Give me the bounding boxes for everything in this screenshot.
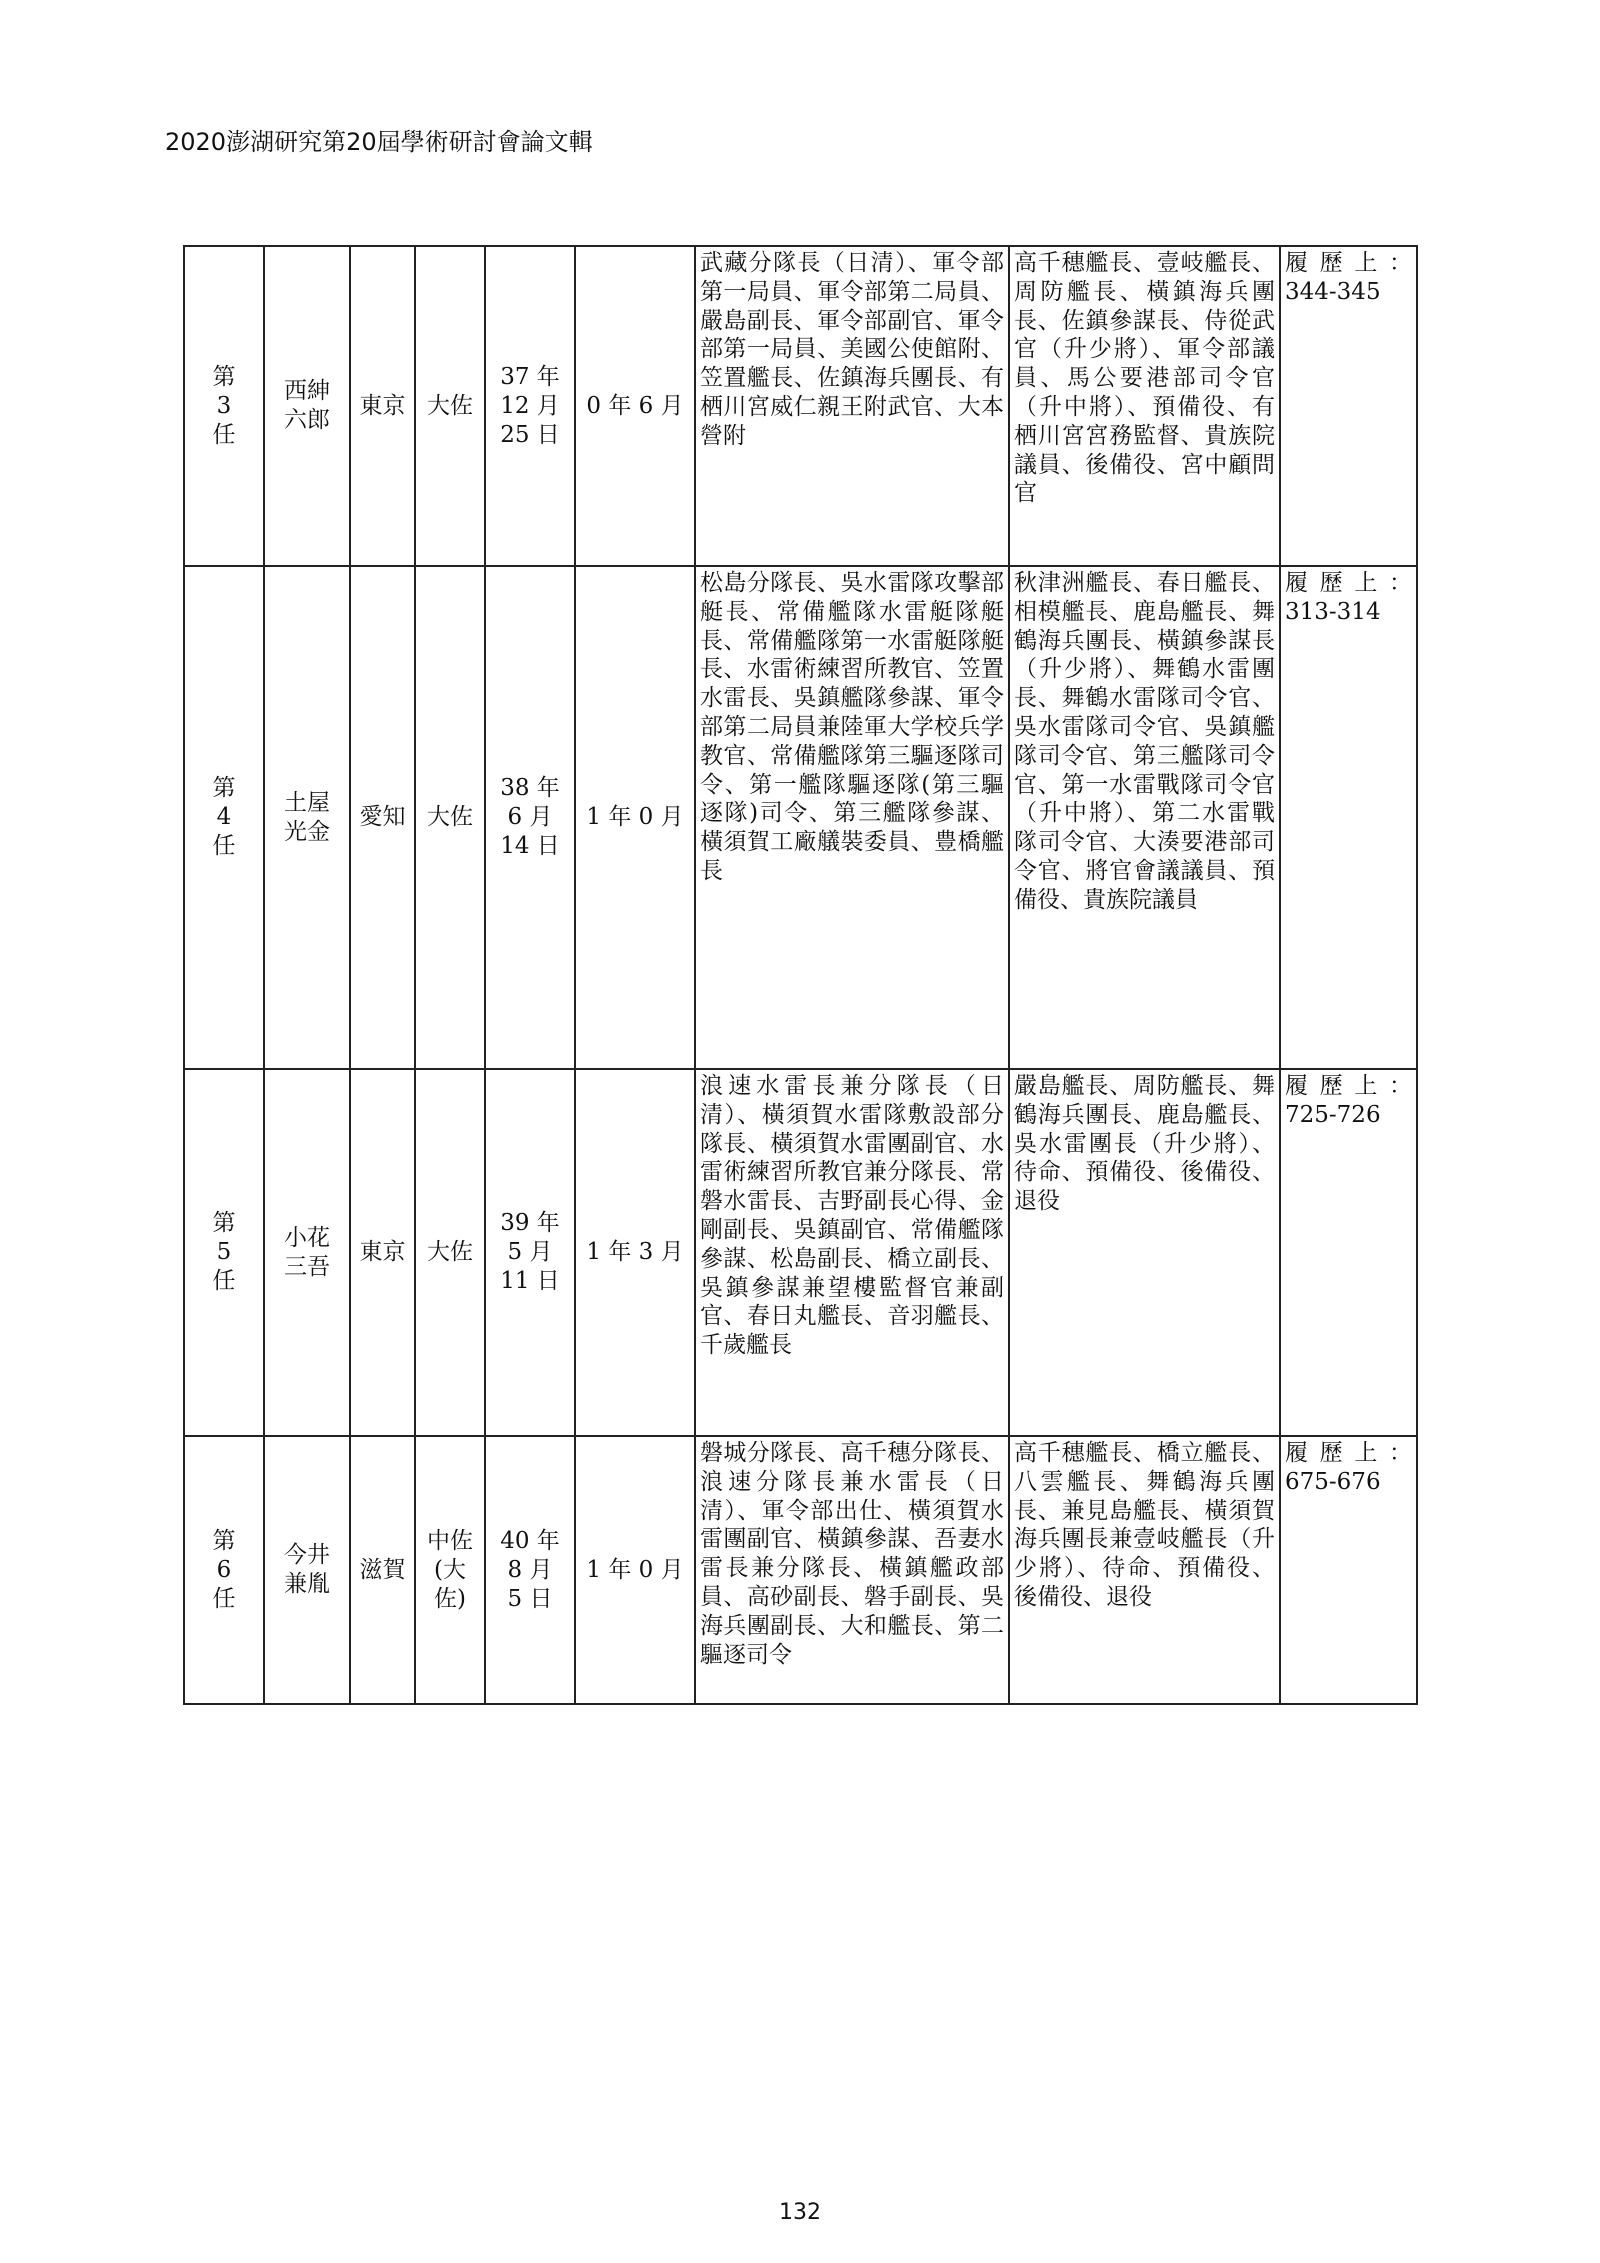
origin-cell: 愛知 bbox=[350, 566, 415, 1069]
later-career-cell: 嚴島艦長、周防艦長、舞鶴海兵團長、鹿島艦長、吳水雷團長（升少將）、待命、預備役、後備役、退役 bbox=[1009, 1069, 1280, 1436]
name-cell-line: 三吾 bbox=[284, 1253, 330, 1280]
reference-cell bbox=[1280, 566, 1417, 1069]
rank-cell-line: 大佐 bbox=[427, 804, 473, 830]
rank-cell bbox=[415, 1069, 485, 1436]
origin-cell: 東京 bbox=[350, 246, 415, 566]
term-cell-line: 第 bbox=[212, 1210, 236, 1236]
rank-cell-line: 佐) bbox=[434, 1585, 466, 1612]
appointment-date-cell bbox=[485, 566, 575, 1069]
tenure-cell: 0 年 6 月 bbox=[575, 246, 695, 566]
later-career-cell: 高千穗艦長、壹岐艦長、周防艦長、橫鎮海兵團長、佐鎮參謀長、侍從武官（升少將）、軍令部議員、馬公要港部司令官（升中將）、預備役、有栖川宮宮務監督、貴族院議員、後備役、宮中顧問官 bbox=[1009, 246, 1280, 566]
term-cell-line: 4 bbox=[216, 804, 232, 830]
table-row bbox=[184, 566, 1417, 1069]
rank-cell bbox=[415, 246, 485, 566]
table-row bbox=[184, 1069, 1417, 1436]
reference-cell bbox=[1280, 1436, 1417, 1704]
term-cell-line: 5 bbox=[216, 1239, 232, 1265]
reference-label: 履 歷 上 ： bbox=[1285, 1073, 1412, 1099]
appointment-date-cell-line: 14 日 bbox=[500, 833, 560, 859]
reference-pages: 344-345 bbox=[1285, 278, 1381, 305]
later-career-cell: 高千穗艦長、橋立艦長、八雲艦長、舞鶴海兵團長、兼見島艦長、橫須賀海兵團長兼壹岐艦長（升少將）、待命、預備役、後備役、退役 bbox=[1009, 1436, 1280, 1704]
commander-table bbox=[183, 245, 1418, 1705]
tenure-cell: 1 年 3 月 bbox=[575, 1069, 695, 1436]
name-cell-line: 兼胤 bbox=[284, 1571, 330, 1597]
prior-career-cell: 松島分隊長、吳水雷隊攻擊部艇長、常備艦隊水雷艇隊艇長、常備艦隊第一水雷艇隊艇長、水雷術練習所教官、笠置水雷長、吳鎮艦隊參謀、軍令部第二局員兼陸軍大学校兵学教官、常備艦隊第三驅逐隊司令、第一艦隊驅逐隊(第三驅逐隊)司令、第三艦隊參謀、橫須賀工廠艤裝委員、豊橋艦長 bbox=[695, 566, 1009, 1069]
term-cell-line: 任 bbox=[212, 1268, 236, 1294]
rank-cell bbox=[415, 1436, 485, 1704]
term-cell bbox=[184, 246, 264, 566]
term-cell-line: 任 bbox=[212, 421, 236, 448]
tenure-cell: 1 年 0 月 bbox=[575, 566, 695, 1069]
appointment-date-cell bbox=[485, 1436, 575, 1704]
name-cell-line: 土屋 bbox=[284, 789, 330, 816]
term-cell-line: 第 bbox=[212, 775, 236, 801]
origin-cell: 東京 bbox=[350, 1069, 415, 1436]
later-career-cell: 秋津洲艦長、春日艦長、相模艦長、鹿島艦長、舞鶴海兵團長、橫鎮參謀長（升少將）、舞鶴水雷團長、舞鶴水雷隊司令官、吳水雷隊司令官、吳鎮艦隊司令官、第三艦隊司令官、第一水雷戰隊司令官（升中將）、第二水雷戰隊司令官、大湊要港部司令官、將官會議議員、預備役、貴族院議員 bbox=[1009, 566, 1280, 1069]
reference-label: 履 歷 上 ： bbox=[1285, 250, 1412, 276]
name-cell-line: 西紳 bbox=[284, 378, 330, 404]
term-cell-line: 任 bbox=[212, 833, 236, 859]
page-header: 2020澎湖研究第20屆學術研討會論文輯 bbox=[165, 128, 593, 156]
name-cell bbox=[264, 246, 350, 566]
appointment-date-cell-line: 12 月 bbox=[500, 392, 560, 419]
rank-cell-line: (大 bbox=[434, 1556, 466, 1583]
name-cell-line: 六郎 bbox=[284, 407, 330, 433]
name-cell bbox=[264, 1436, 350, 1704]
appointment-date-cell-line: 11 日 bbox=[500, 1268, 560, 1294]
origin-cell: 滋賀 bbox=[350, 1436, 415, 1704]
appointment-date-cell-line: 8 月 bbox=[507, 1556, 553, 1583]
rank-cell-line: 大佐 bbox=[427, 1239, 473, 1265]
appointment-date-cell-line: 25 日 bbox=[500, 421, 560, 448]
term-cell bbox=[184, 1436, 264, 1704]
term-cell-line: 任 bbox=[212, 1585, 236, 1612]
table-row bbox=[184, 1436, 1417, 1704]
rank-cell-line: 中佐 bbox=[427, 1527, 473, 1554]
appointment-date-cell-line: 38 年 bbox=[500, 775, 560, 801]
name-cell-line: 光金 bbox=[284, 818, 330, 845]
reference-pages: 675-676 bbox=[1285, 1468, 1381, 1495]
reference-pages: 313-314 bbox=[1285, 598, 1381, 625]
term-cell-line: 第 bbox=[212, 363, 236, 390]
appointment-date-cell-line: 6 月 bbox=[507, 804, 553, 830]
prior-career-cell: 武藏分隊長（日清）、軍令部第一局員、軍令部第二局員、嚴島副長、軍令部副官、軍令部第一局員、美國公使館附、笠置艦長、佐鎮海兵團長、有栖川宮威仁親王附武官、大本營附 bbox=[695, 246, 1009, 566]
appointment-date-cell bbox=[485, 246, 575, 566]
appointment-date-cell-line: 39 年 bbox=[500, 1210, 560, 1236]
reference-label: 履 歷 上 ： bbox=[1285, 570, 1412, 596]
term-cell-line: 6 bbox=[216, 1556, 232, 1583]
appointment-date-cell bbox=[485, 1069, 575, 1436]
term-cell bbox=[184, 566, 264, 1069]
appointment-date-cell-line: 5 日 bbox=[507, 1585, 553, 1612]
page-number: 132 bbox=[779, 2200, 821, 2225]
appointment-date-cell-line: 40 年 bbox=[500, 1527, 560, 1554]
rank-cell-line: 大佐 bbox=[427, 392, 473, 419]
name-cell-line: 小花 bbox=[284, 1224, 330, 1251]
term-cell-line: 3 bbox=[216, 392, 232, 419]
appointment-date-cell-line: 5 月 bbox=[507, 1239, 553, 1265]
reference-pages: 725-726 bbox=[1285, 1101, 1381, 1128]
rank-cell bbox=[415, 566, 485, 1069]
name-cell-line: 今井 bbox=[284, 1542, 330, 1568]
reference-cell bbox=[1280, 246, 1417, 566]
prior-career-cell: 浪速水雷長兼分隊長（日清）、橫須賀水雷隊敷設部分隊長、橫須賀水雷團副官、水雷術練習所教官兼分隊長、常磐水雷長、吉野副長心得、金剛副長、吳鎮副官、常備艦隊參謀、松島副長、橋立副長、吳鎮參謀兼望樓監督官兼副官、春日丸艦長、音羽艦長、千歲艦長 bbox=[695, 1069, 1009, 1436]
term-cell-line: 第 bbox=[212, 1527, 236, 1554]
table-row bbox=[184, 246, 1417, 566]
name-cell bbox=[264, 566, 350, 1069]
reference-label: 履 歷 上 ： bbox=[1285, 1440, 1412, 1466]
prior-career-cell: 磐城分隊長、高千穗分隊長、浪速分隊長兼水雷長（日清）、軍令部出仕、橫須賀水雷團副官、橫鎮參謀、吾妻水雷長兼分隊長、橫鎮艦政部員、高砂副長、磐手副長、吳海兵團副長、大和艦長、第二驅逐司令 bbox=[695, 1436, 1009, 1704]
reference-cell bbox=[1280, 1069, 1417, 1436]
tenure-cell: 1 年 0 月 bbox=[575, 1436, 695, 1704]
name-cell bbox=[264, 1069, 350, 1436]
term-cell bbox=[184, 1069, 264, 1436]
appointment-date-cell-line: 37 年 bbox=[500, 363, 560, 390]
